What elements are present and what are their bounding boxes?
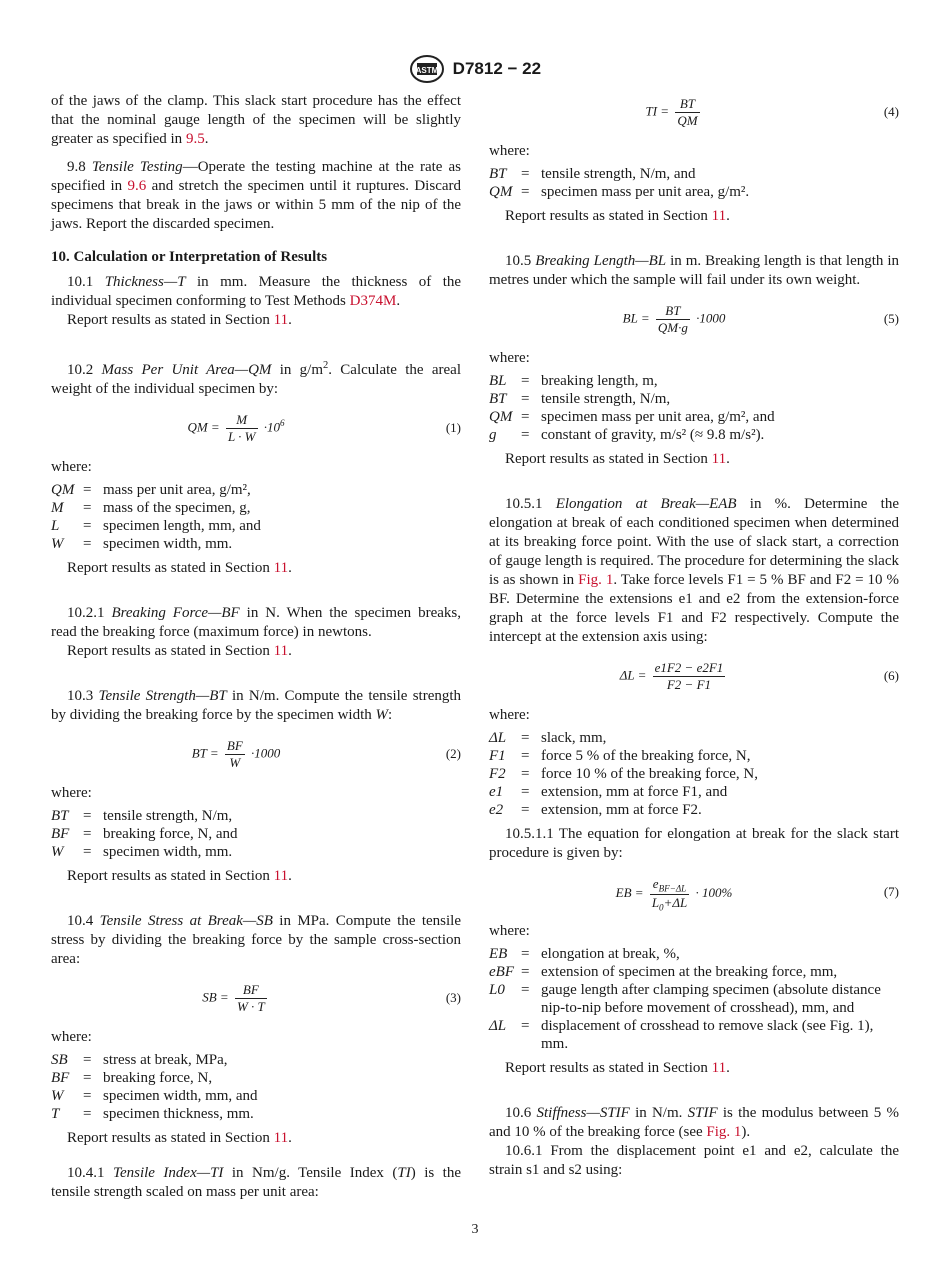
ref-section-11[interactable]: 11 xyxy=(711,1060,727,1076)
equation-number: (3) xyxy=(445,990,461,1005)
ref-fig-1[interactable]: Fig. 1 xyxy=(706,1124,742,1140)
paragraph-10-5-1-1: 10.5.1.1 The equation for elongation at break for the slack start procedure is given by: xyxy=(489,826,899,861)
paragraph-10-5-1: 10.5.1 Elongation at Break—EAB in %. Determine the elongation at break of each conditioned specimen when determined at its breaking force point. With the use of slack start, a correction of gauge length is required. The procedure for determining the slack is as shown in Fig. 1. Take force levels F1 = 5 % BF and F2 = 10 % BF. Determine the extensions e1 and e2 from the extension-force graph at the force levels F1 and F2 respectively. Compute the intercept at the extension axis using: xyxy=(489,496,899,645)
ref-section-11[interactable]: 11 xyxy=(273,1130,289,1146)
equation-3: SB = $\frac{BF}{W \cdot T}$ (3) xyxy=(202,982,461,1014)
report-line: Report results as stated in Section 11. xyxy=(505,451,730,467)
equation-1: QM = $\frac{M}{L \cdot W}$ $\cdot 10^6$ (1) xyxy=(187,412,461,444)
equation-number: (2) xyxy=(445,746,461,761)
equation-number: (1) xyxy=(445,420,461,435)
ref-section-11[interactable]: 11 xyxy=(273,312,289,328)
variables-3: SB = stress at break, MPa, BF = breaking force, N, W = specimen width, mm, and T = specimen thickness, mm. xyxy=(51,1052,258,1122)
paragraph-9-8: 9.8 Tensile Testing—Operate the testing machine at the rate as specified in 9.6 and stretch the specimen until it ruptures. Discard specimens that break in the jaws or within 5 mm of the nip of the jaws. Report the discarded specimen. xyxy=(51,159,462,232)
ref-section-11[interactable]: 11 xyxy=(273,560,289,576)
variables-1: QM = mass per unit area, g/m², M = mass of the specimen, g, L = specimen length, mm, and W = specimen width, mm. xyxy=(51,482,261,552)
paragraph-10-2: 10.2 Mass Per Unit Area—QM in $g/m^2$. Calculate the areal weight of the individual specimen by: xyxy=(51,360,461,397)
variables-7: EB = elongation at break, %, eBF = extension of specimen at the breaking force, mm, L0 = gauge length after clamping specimen (absolute distance nip-to-nip before movement of crosshead), mm, and ΔL = displacement of crosshead to remove slack (see Fig. 1), mm. xyxy=(489,946,881,1052)
paragraph-10-2-1: 10.2.1 Breaking Force—BF in N. When the specimen breaks, read the breaking force (maximum force) in newtons. xyxy=(51,605,461,640)
paragraph-continuation: of the jaws of the clamp. This slack start procedure has the effect that the nominal gauge length of the specimen will be slightly greater as specified in 9.5. xyxy=(51,93,461,147)
ref-section-11[interactable]: 11 xyxy=(273,643,289,659)
ref-9-5[interactable]: 9.5 xyxy=(185,131,205,147)
paragraph-10-6: 10.6 Stiffness—STIF in N/m. STIF is the modulus between 5 % and 10 % of the breaking force (see Fig. 1). xyxy=(489,1105,899,1140)
variables-5: BL = breaking length, m, BT = tensile strength, N/m, QM = specimen mass per unit area, g/m², and g = constant of gravity, m/s² (≈ 9.8 m/s²). xyxy=(489,373,775,443)
paragraph-10-1: 10.1 Thickness—T in mm. Measure the thickness of the individual specimen conforming to Test Methods D374M. xyxy=(51,274,462,309)
where-label: where: xyxy=(489,707,530,723)
where-label: where: xyxy=(489,923,530,939)
report-line: Report results as stated in Section 11. xyxy=(67,1130,292,1146)
where-label: where: xyxy=(51,459,92,475)
report-line: Report results as stated in Section 11. xyxy=(67,868,292,884)
report-line: Report results as stated in Section 11. xyxy=(67,643,292,659)
ref-9-6[interactable]: 9.6 xyxy=(127,178,147,194)
report-line: Report results as stated in Section 11. xyxy=(67,560,292,576)
ref-section-11[interactable]: 11 xyxy=(273,868,289,884)
ref-section-11[interactable]: 11 xyxy=(711,208,727,224)
where-label: where: xyxy=(489,143,530,159)
equation-7: EB = $\frac{e_{BF-\Delta L}}{L_0+\Delta L}$ · 100% (7) xyxy=(615,876,899,913)
report-line: Report results as stated in Section 11. xyxy=(505,208,730,224)
page-number: 3 xyxy=(471,1222,479,1237)
section-heading: 10. Calculation or Interpretation of Results xyxy=(51,249,328,265)
where-label: where: xyxy=(489,350,530,366)
document-code: D7812 − 22 xyxy=(452,59,542,78)
variables-4: BT = tensile strength, N/m, and QM = specimen mass per unit area, g/m². xyxy=(489,166,750,200)
equation-5: BL = $\frac{BT}{QM\cdot g}$ ·1000 (5) xyxy=(622,303,899,335)
equation-6: ΔL = $\frac{e1F2 - e2F1}{F2 - F1}$ (6) xyxy=(619,660,899,692)
ref-fig-1[interactable]: Fig. 1 xyxy=(578,572,614,588)
report-line: Report results as stated in Section 11. xyxy=(67,312,292,328)
where-label: where: xyxy=(51,1029,92,1045)
where-label: where: xyxy=(51,785,92,801)
page-header xyxy=(0,54,950,84)
equation-number: (5) xyxy=(883,311,899,326)
right-column xyxy=(489,92,899,1189)
variables-6: ΔL = slack, mm, F1 = force 5 % of the breaking force, N, F2 = force 10 % of the breaking force, N, e1 = extension, mm at force F1, and e2 = extension, mm at force F2. xyxy=(489,730,758,818)
report-line: Report results as stated in Section 11. xyxy=(505,1060,730,1076)
astm-logo-icon xyxy=(409,54,445,84)
logo-text: ASTM xyxy=(415,66,439,75)
left-column xyxy=(51,92,461,1211)
paragraph-10-3: 10.3 Tensile Strength—BT in N/m. Compute the tensile strength by dividing the breaking force by the specimen width W: xyxy=(51,688,462,723)
equation-2: BT = $\frac{BF}{W}$ ·1000 (2) xyxy=(191,738,461,770)
paragraph-10-4-1: 10.4.1 Tensile Index—TI in Nm/g. Tensile Index (TI) is the tensile strength scaled on mass per unit area: xyxy=(51,1165,461,1200)
equation-number: (6) xyxy=(883,668,899,683)
paragraph-10-6-1: 10.6.1 From the displacement point e1 and e2, calculate the strain s1 and s2 using: xyxy=(489,1143,899,1178)
equation-number: (7) xyxy=(883,884,899,899)
ref-d374m[interactable]: D374M xyxy=(349,293,397,309)
variables-2: BT = tensile strength, N/m, BF = breaking force, N, and W = specimen width, mm. xyxy=(51,808,238,860)
paragraph-10-4: 10.4 Tensile Stress at Break—SB in MPa. Compute the tensile stress by dividing the breaking force by the sample cross-section area: xyxy=(51,913,462,967)
equation-4: TI = $\frac{BT}{QM}$ (4) xyxy=(645,96,899,128)
ref-section-11[interactable]: 11 xyxy=(711,451,727,467)
paragraph-10-5: 10.5 Breaking Length—BL in m. Breaking length is that length in metres under which the sample will fail under its own weight. xyxy=(489,253,900,288)
equation-number: (4) xyxy=(883,104,899,119)
